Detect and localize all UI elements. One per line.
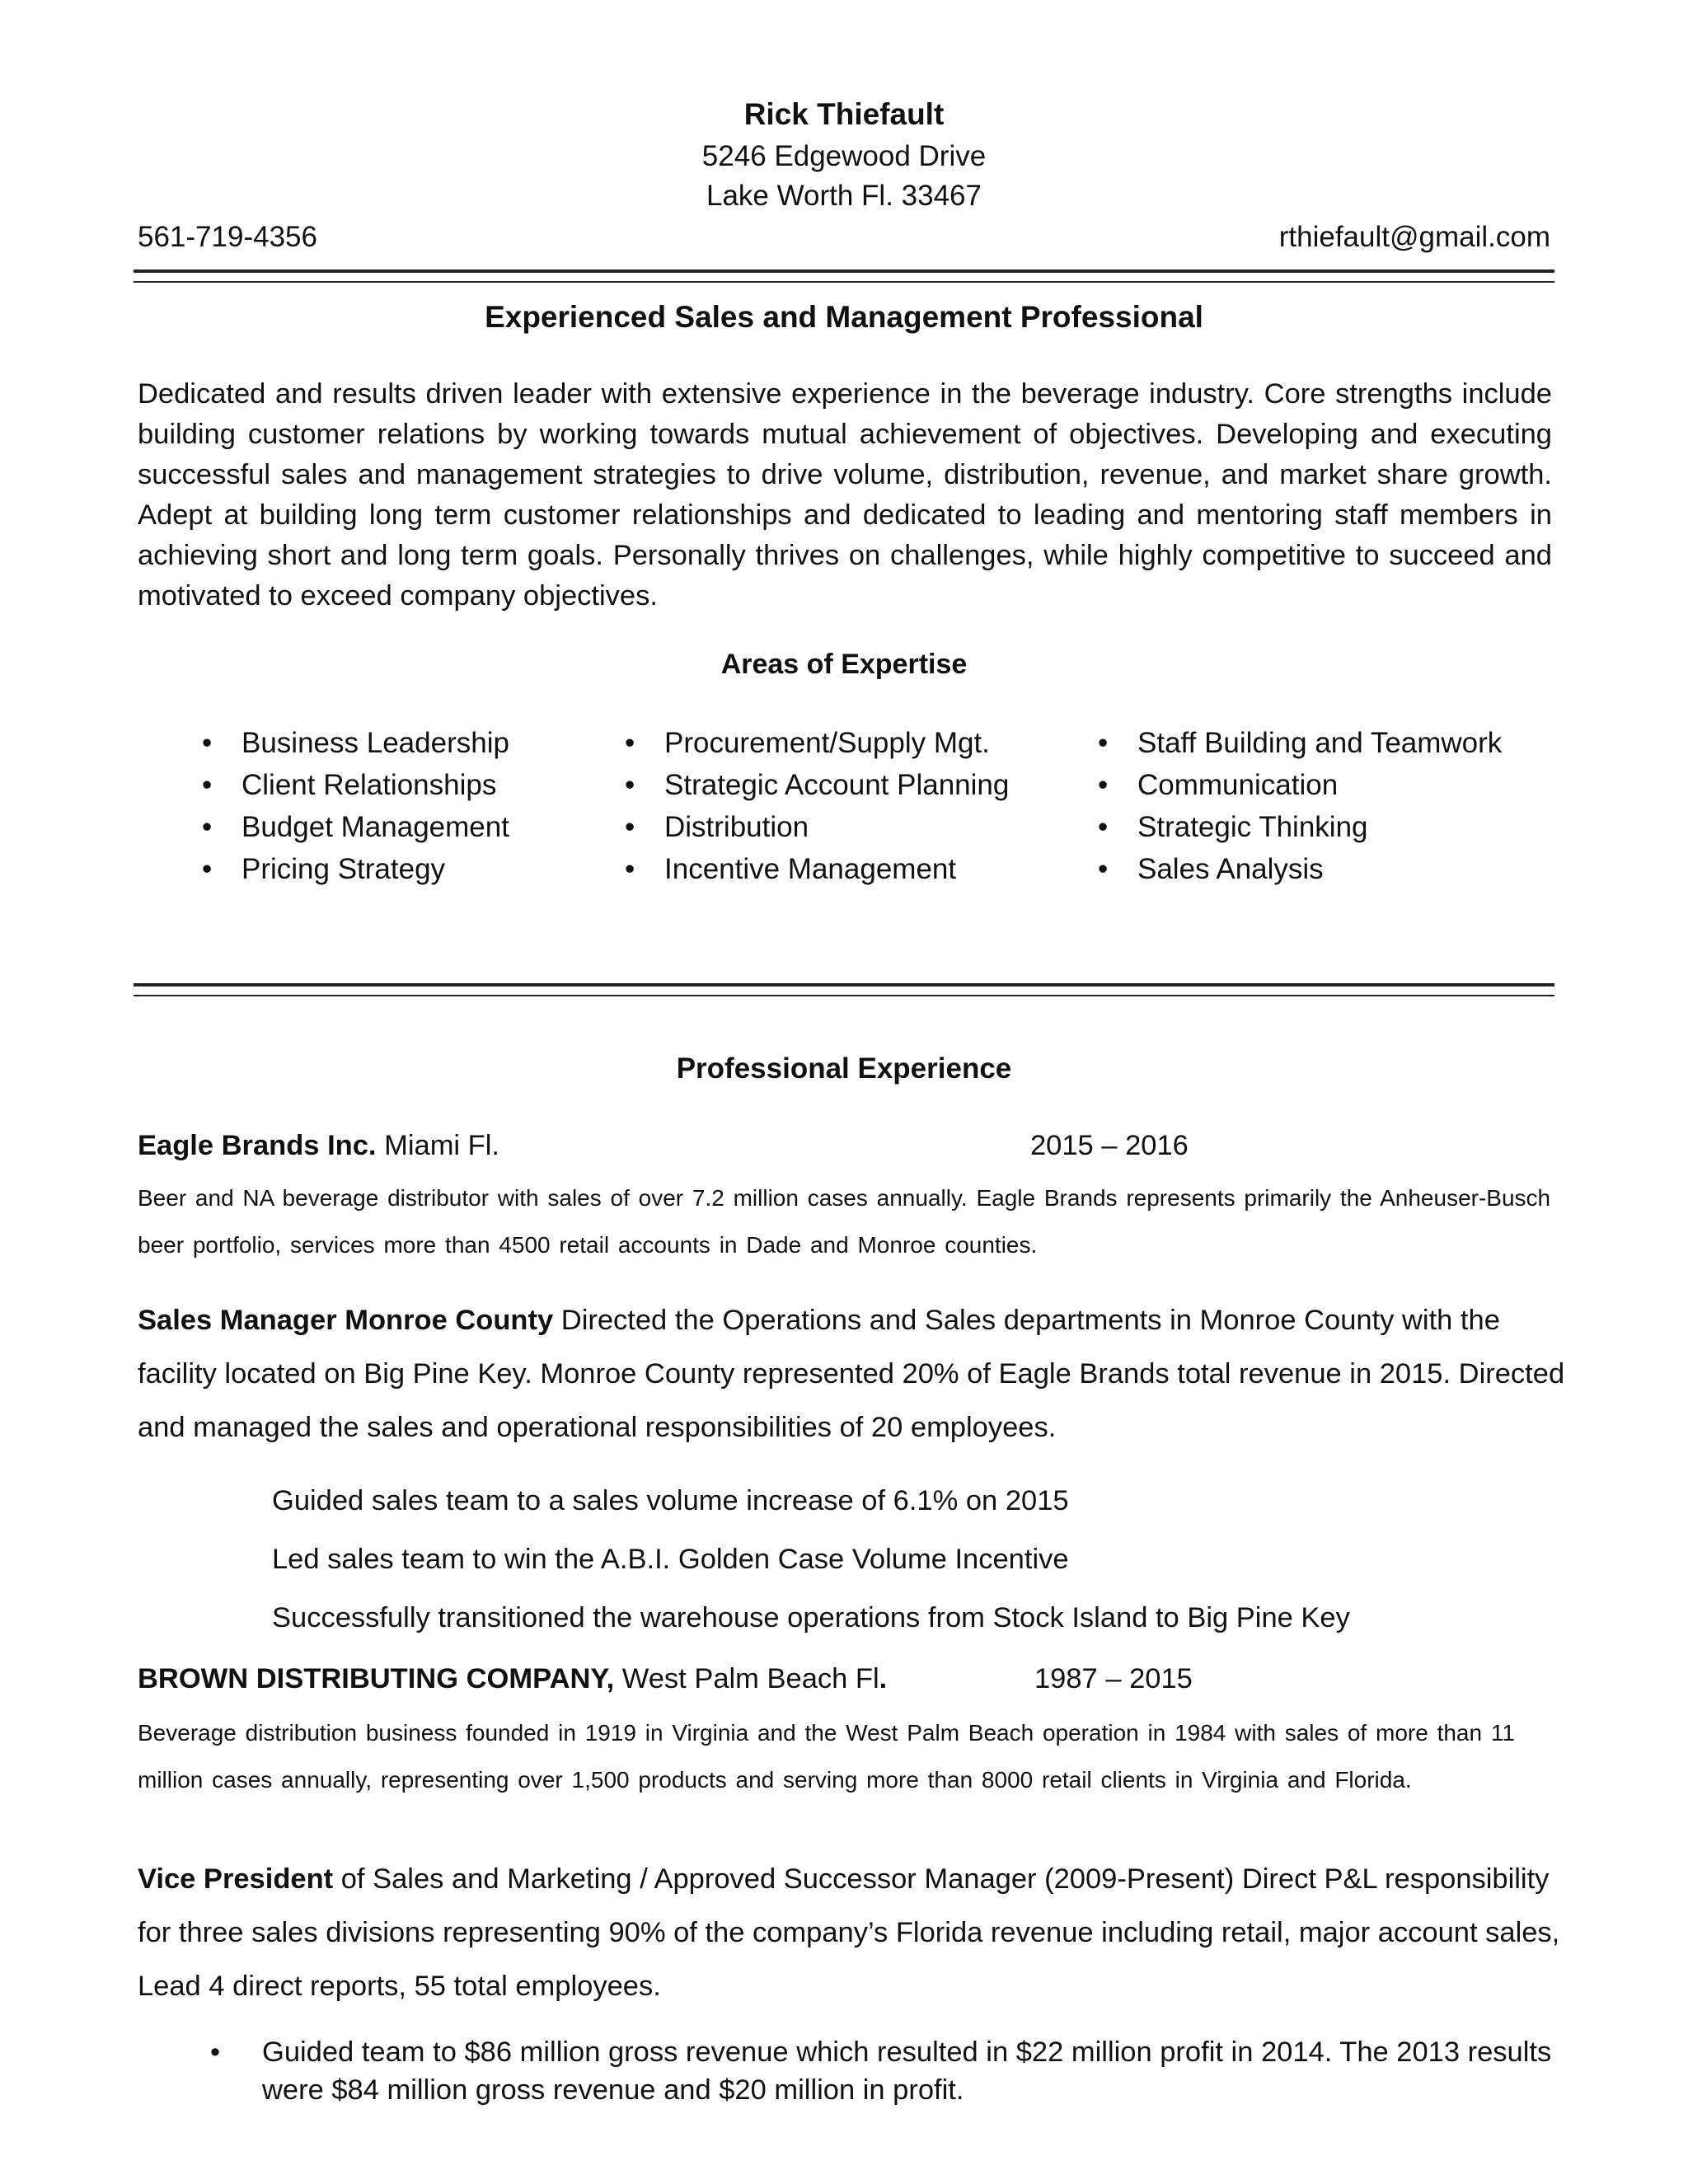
- expertise-item: • Strategic Account Planning: [625, 764, 1009, 806]
- employer-description: Beer and NA beverage distributor with sales of over 7.2 million cases annually. Eagle Brands represents primarily the Anheuser-Busch beer portfolio, services more than 4500 retail accounts in Dade and Monroe counties.: [138, 1185, 1551, 1258]
- job-employer-line: [138, 1663, 887, 1695]
- expertise-item: • Business Leadership: [202, 722, 509, 764]
- achievement-item: Guided sales team to a sales volume increase of 6.1% on 2015: [272, 1485, 1069, 1516]
- resume-headline: Experienced Sales and Management Professional: [485, 300, 1203, 334]
- employer-name: BROWN DISTRIBUTING COMPANY,: [138, 1663, 615, 1694]
- section-divider: [134, 983, 1554, 996]
- professional-summary: Dedicated and results driven leader with extensive experience in the beverage industry. Core strengths include building customer relations by working towards mutual achievement of objectives. Developing and executing successful sales and management strategies to drive volume, distribution, revenue, and market share growth. Adept at building long term customer relationships and dedicated to leading and mentoring staff members in achieving short and long term goals. Personally thrives on challenges, while highly competitive to succeed and motivated to exceed company objectives.: [138, 378, 1552, 612]
- job-employer-line: [138, 1130, 499, 1162]
- expertise-item: • Staff Building and Teamwork: [1098, 722, 1502, 764]
- expertise-item: • Procurement/Supply Mgt.: [625, 722, 1009, 764]
- job-title: Vice President: [138, 1863, 334, 1895]
- employer-location: West Palm Beach Fl: [614, 1663, 879, 1694]
- job-bullet-list: [210, 2033, 1554, 2109]
- expertise-heading: Areas of Expertise: [720, 649, 968, 680]
- expertise-item: • Pricing Strategy: [202, 848, 509, 890]
- job-role-paragraph: [138, 1294, 1572, 1455]
- address-line-2: Lake Worth Fl. 33467: [706, 180, 982, 212]
- address-line-1: 5246 Edgewood Drive: [701, 140, 987, 172]
- job-role-text: Directed the Operations and Sales departments in Monroe County with the facility located on Big Pine Key. Monroe County represented 20% of Eagle Brands total revenue in 2015. Directed and managed the sales and operational responsibilities of 20 employees.: [138, 1305, 1565, 1443]
- expertise-item: • Budget Management: [202, 806, 509, 848]
- experience-heading: Professional Experience: [676, 1052, 1012, 1085]
- job-years: 2015 – 2016: [1030, 1130, 1189, 1161]
- expertise-item: • Client Relationships: [202, 764, 509, 806]
- expertise-item: • Strategic Thinking: [1098, 806, 1502, 848]
- job-role-text: of Sales and Marketing / Approved Successor Manager (2009-Present) Direct P&L responsibility for three sales divisions representing 90% of the company’s Florida revenue including retail, major account sales, Lead 4 direct reports, 55 total employees.: [138, 1863, 1560, 2002]
- job-bullet-item: • Guided team to $86 million gross revenue which resulted in $22 million profit in 2014. The 2013 results were $84 million gross revenue and $20 million in profit.: [210, 2033, 1554, 2109]
- phone-number: 561-719-4356: [138, 221, 317, 253]
- expertise-column-3: [1098, 722, 1502, 890]
- achievement-item: Successfully transitioned the warehouse operations from Stock Island to Big Pine Key: [272, 1602, 1350, 1633]
- job-title: Sales Manager Monroe County: [138, 1305, 554, 1336]
- header-divider: [134, 269, 1554, 283]
- employer-location-period: .: [879, 1663, 888, 1694]
- job-years: 1987 – 2015: [1034, 1663, 1193, 1694]
- job-role-paragraph: [138, 1853, 1572, 2013]
- expertise-column-1: [202, 722, 509, 890]
- expertise-item: • Incentive Management: [625, 848, 1009, 890]
- expertise-item: • Sales Analysis: [1098, 848, 1502, 890]
- employer-name: Eagle Brands Inc.: [138, 1130, 377, 1161]
- expertise-item: • Distribution: [625, 806, 1009, 848]
- email-address: rthiefault@gmail.com: [1278, 221, 1550, 253]
- job-achievements: [272, 1472, 1350, 1647]
- achievement-item: Led sales team to win the A.B.I. Golden Case Volume Incentive: [272, 1544, 1069, 1575]
- employer-location: Miami Fl.: [376, 1130, 500, 1161]
- employer-description: Beverage distribution business founded in 1919 in Virginia and the West Palm Beach operation in 1984 with sales of more than 11 million cases annually, representing over 1,500 products and serving more than 8000 retail clients in Virginia and Florida.: [138, 1720, 1515, 1793]
- expertise-item: • Communication: [1098, 764, 1502, 806]
- expertise-column-2: [625, 722, 1009, 890]
- candidate-name: Rick Thiefault: [743, 97, 945, 131]
